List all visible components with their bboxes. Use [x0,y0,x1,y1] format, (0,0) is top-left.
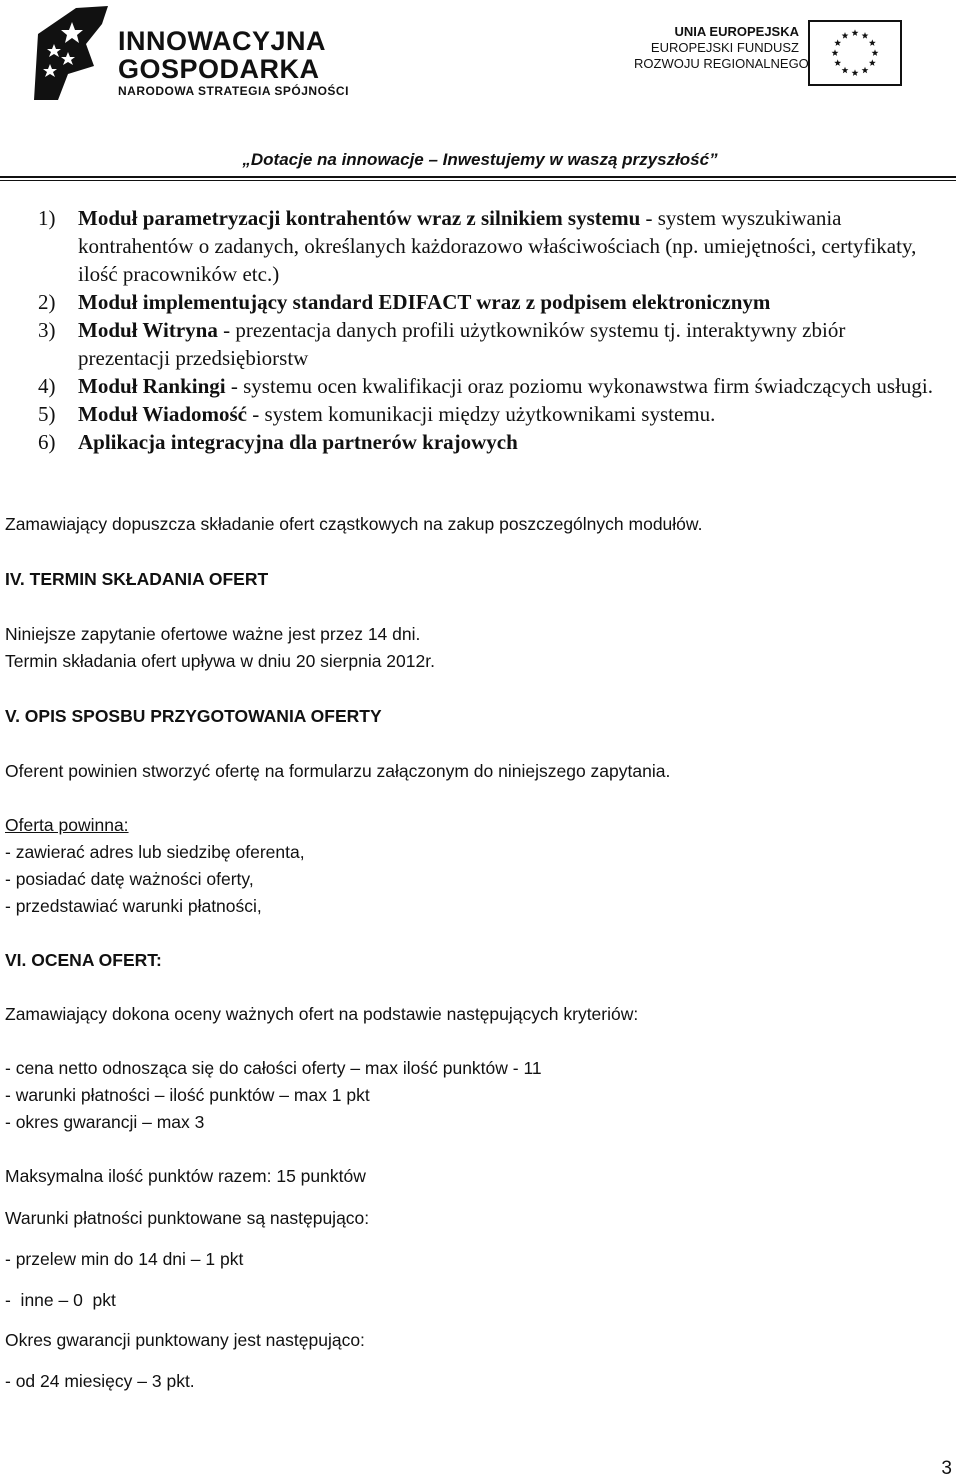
module-number: 5) [38,402,56,426]
logo-line-3: NARODOWA STRATEGIA SPÓJNOŚCI [118,84,349,98]
module-number: 3) [38,318,56,342]
max-points-text: Maksymalna ilość punktów razem: 15 punktów [5,1166,366,1186]
module-item [38,204,938,288]
eu-star-icon [842,67,849,74]
module-item [38,372,938,400]
page-number: 3 [941,1458,952,1479]
module-item [38,428,938,456]
header-divider [0,176,956,178]
module-description: - prezentacja danych profili użytkowników systemu tj. interaktywny zbiór prezentacji przedsiębiorstw [78,318,846,370]
eu-flag-icon [808,20,902,86]
requirement-item: - przedstawiać warunki płatności, [5,896,262,916]
module-list [38,204,938,456]
logo-line-1: INNOWACYJNA [118,26,327,56]
module-item [38,400,938,428]
module-name: Moduł parametryzacji kontrahentów wraz z silnikiem systemu [78,206,641,230]
module-name: Moduł Wiadomość [78,402,248,426]
header-divider-thin [0,180,956,181]
offer-requirements-heading: Oferta powinna: [5,815,129,835]
module-number: 2) [38,290,56,314]
section-4-heading: IV. TERMIN SKŁADANIA OFERT [5,569,269,589]
eu-star-icon [842,32,849,39]
payment-score-item: - przelew min do 14 dni – 1 pkt [5,1249,244,1269]
module-number: 6) [38,430,56,454]
payment-scoring-heading: Warunki płatności punktowane są następująco: [5,1208,370,1228]
module-description: - system wyszukiwania kontrahentów o zadanych, określanych każdorazowo właściwościach (np. umiejętności, certyfikaty, ilość pracowników etc.) [78,206,917,286]
eu-star-icon [869,39,876,46]
module-name: Moduł Witryna [78,318,218,342]
module-name: Moduł implementujący standard EDIFACT wraz z podpisem elektronicznym [78,290,771,314]
section-6-heading: VI. OCENA OFERT: [5,950,162,970]
eu-line-2: EUROPEJSKI FUNDUSZ [650,40,799,55]
eu-star-icon [872,49,879,56]
eu-star-icon [852,29,859,36]
form-note-text: Oferent powinien stworzyć ofertę na formularzu załączonym do niniejszego zapytania. [5,761,671,781]
warranty-scoring-heading: Okres gwarancji punktowany jest następująco: [5,1330,365,1350]
deadline-text: Termin składania ofert upływa w dniu 20 sierpnia 2012r. [5,651,435,671]
eu-line-1: UNIA EUROPEJSKA [674,24,799,39]
validity-text: Niniejsze zapytanie ofertowe ważne jest przez 14 dni. [5,624,421,644]
logo-line-2: GOSPODARKA [118,54,320,84]
payment-score-item: - inne – 0 pkt [5,1290,116,1310]
eu-star-icon [852,69,859,76]
module-name: Aplikacja integracyjna dla partnerów krajowych [78,430,518,454]
criterion-item: - cena netto odnosząca się do całości oferty – max ilość punktów - 11 [5,1058,542,1078]
module-description: - system komunikacji między użytkownikami systemu. [247,402,716,426]
section-5-heading: V. OPIS SPOSBU PRZYGOTOWANIA OFERTY [5,706,382,726]
innowacyjna-gospodarka-logo [28,4,368,102]
eu-line-3: ROZWOJU REGIONALNEGO [634,56,809,71]
eu-fund-logo [634,18,924,88]
eu-star-icon [834,39,841,46]
slogan: „Dotacje na innowacje – Inwestujemy w waszą przyszłość” [242,150,718,169]
eu-star-icon [862,32,869,39]
criteria-intro-text: Zamawiający dokona oceny ważnych ofert na podstawie następujących kryteriów: [5,1004,639,1024]
module-number: 4) [38,374,56,398]
module-description: - systemu ocen kwalifikacji oraz poziomu wykonawstwa firm świadczących usługi. [225,374,934,398]
module-item [38,316,938,372]
eu-star-icon [869,59,876,66]
requirement-item: - zawierać adres lub siedzibę oferenta, [5,842,305,862]
module-name: Moduł Rankingi [78,374,226,398]
module-item [38,288,938,316]
eu-star-icon [832,49,839,56]
criterion-item: - okres gwarancji – max 3 [5,1112,205,1132]
module-number: 1) [38,206,56,230]
stars-emblem-icon [28,4,114,102]
criterion-item: - warunki płatności – ilość punktów – max 1 pkt [5,1085,370,1105]
eu-star-icon [834,59,841,66]
eu-star-icon [862,67,869,74]
warranty-score-item: - od 24 miesięcy – 3 pkt. [5,1371,195,1391]
requirement-item: - posiadać datę ważności oferty, [5,869,254,889]
partial-offers-text: Zamawiający dopuszcza składanie ofert cząstkowych na zakup poszczególnych modułów. [5,514,703,534]
